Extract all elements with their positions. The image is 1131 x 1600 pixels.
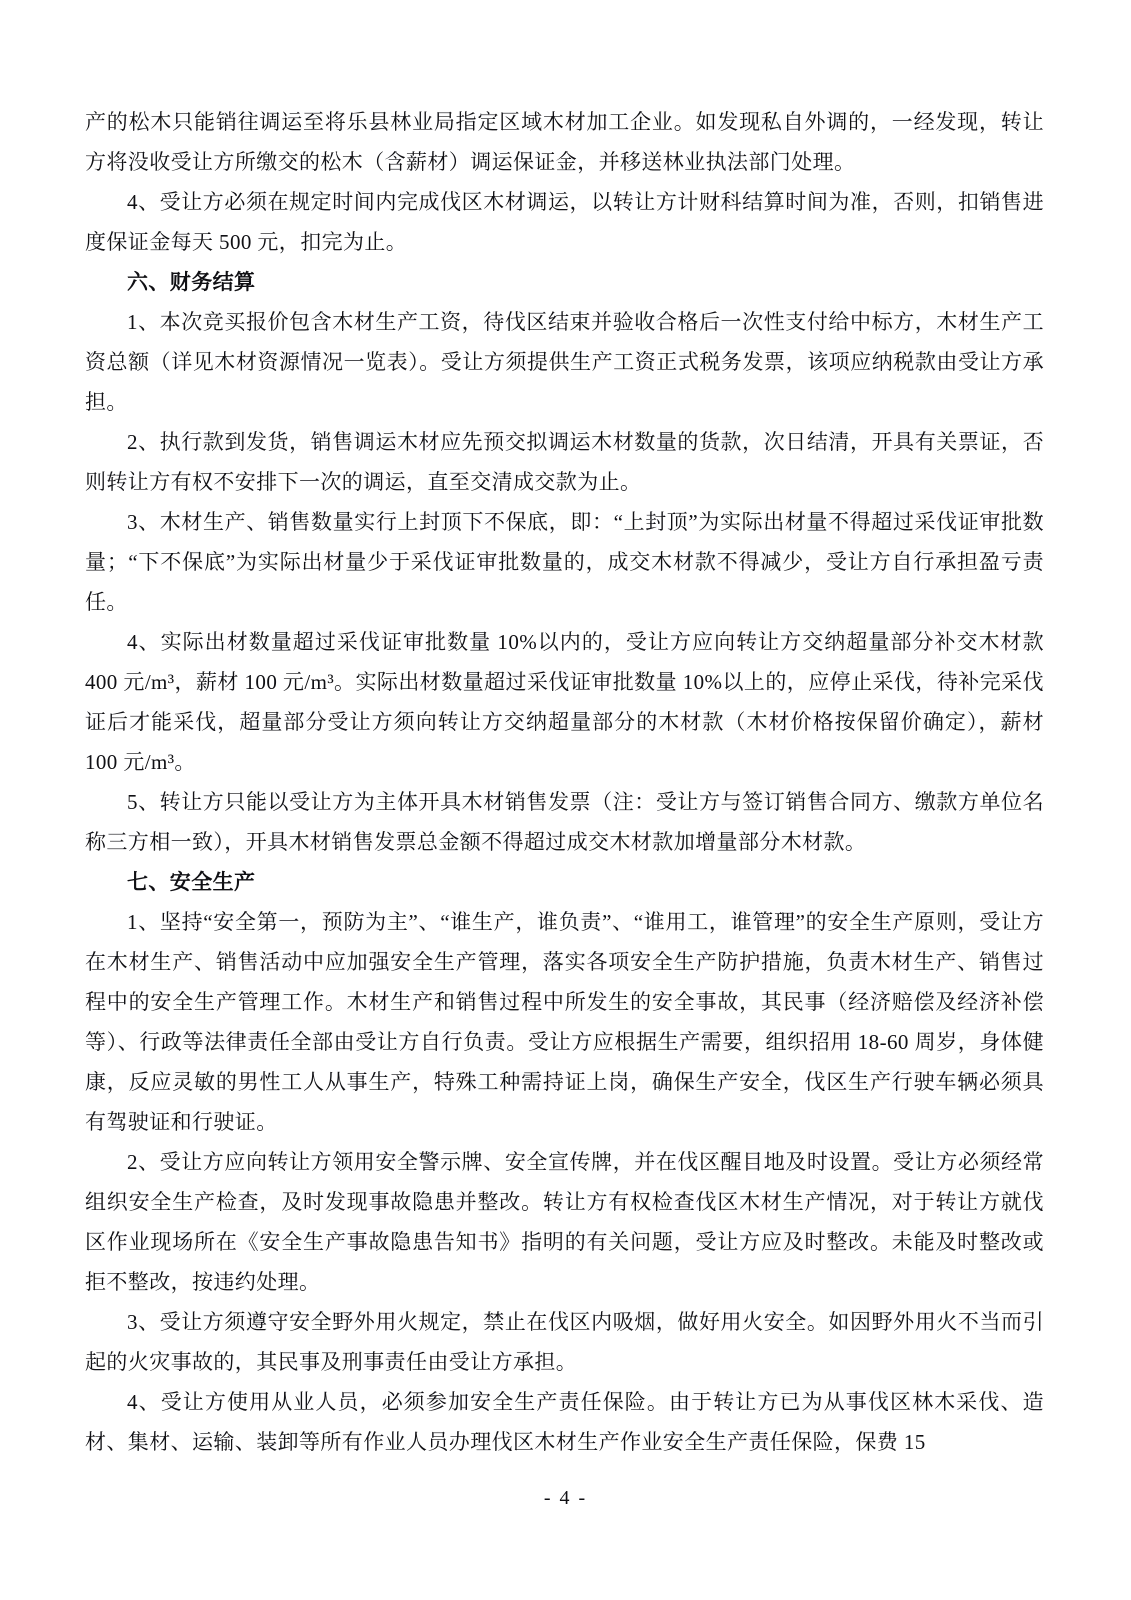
page-number: - 4 -: [543, 1487, 588, 1509]
paragraph-safety-item-2: 2、受让方应向转让方领用安全警示牌、安全宣传牌，并在伐区醒目地及时设置。受让方必须经常组织安全生产检查，及时发现事故隐患并整改。转让方有权检查伐区木材生产情况，对于转让方就伐区作业现场所在《安全生产事故隐患告知书》指明的有关问题，受让方应及时整改。未能及时整改或拒不整改，按违约处理。: [85, 1150, 1044, 1294]
paragraph-continuation: 产的松木只能销往调运至将乐县林业局指定区域木材加工企业。如发现私自外调的，一经发现，转让方将没收受让方所缴交的松木（含薪材）调运保证金，并移送林业执法部门处理。: [85, 110, 1044, 174]
paragraph-finance-item-3: 3、木材生产、销售数量实行上封顶下不保底，即：“上封顶”为实际出材量不得超过采伐证审批数量；“下不保底”为实际出材量少于采伐证审批数量的，成交木材款不得减少，受让方自行承担盈亏责任。: [85, 510, 1044, 614]
paragraph-safety-item-3: 3、受让方须遵守安全野外用火规定，禁止在伐区内吸烟，做好用火安全。如因野外用火不当而引起的火灾事故的，其民事及刑事责任由受让方承担。: [85, 1310, 1044, 1374]
section-heading-finance: 六、财务结算: [127, 270, 256, 294]
paragraph-item-4-transport: 4、受让方必须在规定时间内完成伐区木材调运，以转让方计财科结算时间为准，否则，扣销售进度保证金每天 500 元，扣完为止。: [85, 190, 1044, 254]
paragraph-finance-item-2: 2、执行款到发货，销售调运木材应先预交拟调运木材数量的货款，次日结清，开具有关票证，否则转让方有权不安排下一次的调运，直至交清成交款为止。: [85, 430, 1044, 494]
paragraph-safety-item-1: 1、坚持“安全第一，预防为主”、“谁生产，谁负责”、“谁用工，谁管理”的安全生产原则，受让方在木材生产、销售活动中应加强安全生产管理，落实各项安全生产防护措施，负责木材生产、销售过程中的安全生产管理工作。木材生产和销售过程中所发生的安全事故，其民事（经济赔偿及经济补偿等）、行政等法律责任全部由受让方自行负责。受让方应根据生产需要，组织招用 18-60 周岁，身体健康，反应灵敏的男性工人从事生产，特殊工种需持证上岗，确保生产安全，伐区生产行驶车辆必须具有驾驶证和行驶证。: [85, 910, 1044, 1134]
section-heading-safety: 七、安全生产: [127, 870, 256, 894]
paragraph-safety-item-4: 4、受让方使用从业人员，必须参加安全生产责任保险。由于转让方已为从事伐区林木采伐、造材、集材、运输、装卸等所有作业人员办理伐区木材生产作业安全生产责任保险，保费 15: [85, 1390, 1044, 1454]
paragraph-finance-item-5: 5、转让方只能以受让方为主体开具木材销售发票（注：受让方与签订销售合同方、缴款方单位名称三方相一致），开具木材销售发票总金额不得超过成交木材款加增量部分木材款。: [85, 790, 1044, 854]
paragraph-finance-item-4: 4、实际出材数量超过采伐证审批数量 10%以内的，受让方应向转让方交纳超量部分补交木材款 400 元/m³，薪材 100 元/m³。实际出材数量超过采伐证审批数量 10%以上的，应停止采伐，待补完采伐证后才能采伐，超量部分受让方须向转让方交纳超量部分的木材款（木材价格按保留价确定），薪材 100 元/m³。: [85, 630, 1044, 774]
paragraph-finance-item-1: 1、本次竞买报价包含木材生产工资，待伐区结束并验收合格后一次性支付给中标方，木材生产工资总额（详见木材资源情况一览表）。受让方须提供生产工资正式税务发票，该项应纳税款由受让方承担。: [85, 310, 1044, 414]
